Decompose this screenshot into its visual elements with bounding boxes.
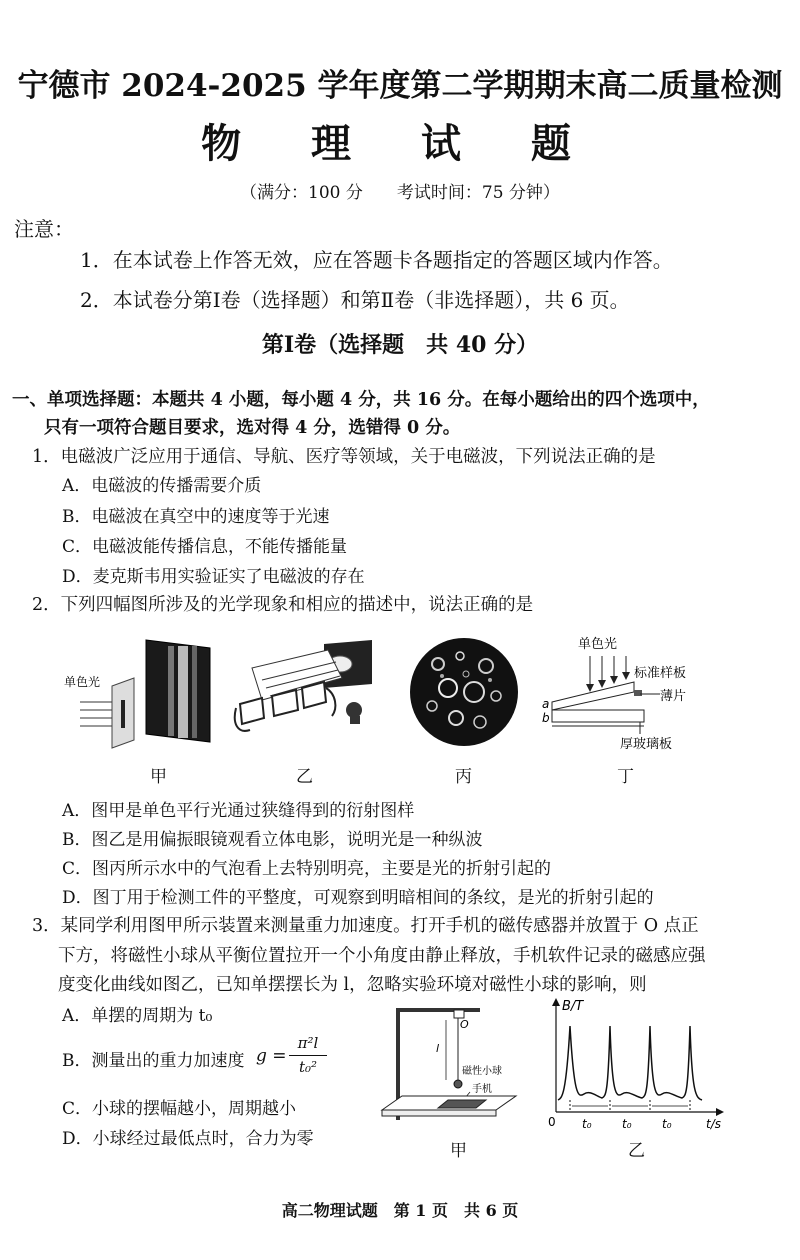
fig-label-ding: 丁 (617, 767, 634, 787)
q2-figure-bing (408, 636, 520, 748)
t0-label-1: t₀ (582, 1117, 592, 1131)
ding-b-label: b (542, 711, 550, 725)
q3-stem-line2: 下方，将磁性小球从平衡位置拉开一个小角度由静止释放，手机软件记录的磁感应强 (58, 946, 706, 966)
pivot-o-label: O (460, 1018, 469, 1031)
q3-stem-line1: 3．某同学利用图甲所示装置来测量重力加速度。打开手机的磁传感器并放置于 O 点正 (32, 916, 699, 936)
q3-figure-pendulum (376, 1000, 528, 1130)
q1-option-c: C．电磁波能传播信息，不能传播能量 (62, 537, 348, 557)
bt-ylabel: B/T (562, 999, 584, 1014)
q2-figure-jia (60, 634, 220, 749)
section-title: 第Ⅰ卷（选择题 共 40 分） (261, 332, 539, 358)
fig-label-bing: 丙 (455, 767, 472, 787)
q2-figure-ding (536, 630, 716, 754)
q2-option-d: D．图丁用于检测工件的平整度，可观察到明暗相间的条纹，是光的折射引起的 (62, 888, 654, 908)
t0-label-3: t₀ (662, 1117, 672, 1131)
fig-label-yi: 乙 (296, 767, 313, 787)
t0-label-2: t₀ (622, 1117, 632, 1131)
q3-fig-label-yi: 乙 (628, 1141, 645, 1161)
q3-fraction-bar (289, 1055, 327, 1056)
ding-sheet-label: 薄片 (660, 689, 687, 704)
q3-option-b-numerator: π²l (297, 1034, 319, 1052)
q1-option-d: D．麦克斯韦用实验证实了电磁波的存在 (62, 567, 365, 587)
q3-option-a: A．单摆的周期为 t₀ (62, 1006, 213, 1026)
ding-plate-label: 标准样板 (634, 666, 687, 681)
q3-option-b-g: g = (256, 1046, 287, 1066)
q3-figure-bt-graph (540, 996, 730, 1136)
phone-label: 手机 (472, 1084, 492, 1095)
bt-origin: 0 (548, 1115, 556, 1129)
q3-stem-line3: 度变化曲线如图乙，已知单摆摆长为 l，忽略实验环境对磁性小球的影响，则 (58, 975, 647, 995)
subject-title: 物 理 试 题 (201, 120, 599, 167)
page-footer: 高二物理试题 第 1 页 共 6 页 (281, 1201, 519, 1220)
q3-option-b-prefix: B．测量出的重力加速度 (62, 1051, 245, 1071)
q2-stem: 2．下列四幅图所涉及的光学现象和相应的描述中，说法正确的是 (32, 595, 534, 615)
part1-instructions-line1: 一、单项选择题：本题共 4 小题，每小题 4 分，共 16 分。在每小题给出的四个选项中， (12, 390, 710, 410)
q2-figure-yi (232, 638, 382, 748)
q3-option-d: D．小球经过最低点时，合力为零 (62, 1129, 314, 1149)
q1-option-b: B．电磁波在真空中的速度等于光速 (62, 507, 330, 527)
q1-option-a: A．电磁波的传播需要介质 (62, 476, 262, 496)
magnetic-ball-label: 磁性小球 (462, 1066, 502, 1077)
part1-instructions-line2: 只有一项符合题目要求，选对得 4 分，选错得 0 分。 (44, 418, 461, 438)
q2-option-b: B．图乙是用偏振眼镜观看立体电影，说明光是一种纵波 (62, 830, 483, 850)
notice-heading: 注意： (14, 217, 74, 241)
q2-option-c: C．图丙所示水中的气泡看上去特别明亮，主要是光的折射引起的 (62, 859, 552, 879)
length-l-label: l (436, 1042, 440, 1055)
q3-fig-label-jia: 甲 (450, 1141, 467, 1161)
q3-option-b-denominator: t₀² (298, 1058, 318, 1076)
exam-title: 宁德市 2024-2025 学年度第二学期期末高二质量检测 (17, 68, 783, 104)
q1-stem: 1．电磁波广泛应用于通信、导航、医疗等领域，关于电磁波，下列说法正确的是 (32, 447, 656, 467)
monochromatic-light-label: 单色光 (64, 675, 101, 689)
bt-xlabel: t/s (706, 1117, 721, 1131)
q3-option-c: C．小球的摆幅越小，周期越小 (62, 1099, 297, 1119)
exam-meta: （满分：100 分 考试时间：75 分钟） (240, 183, 560, 203)
ding-glass-label: 厚玻璃板 (620, 737, 673, 752)
q2-option-a: A．图甲是单色平行光通过狭缝得到的衍射图样 (62, 801, 415, 821)
notice-item-2: 2．本试卷分第Ⅰ卷（选择题）和第Ⅱ卷（非选择题），共 6 页。 (80, 288, 630, 312)
fig-label-jia: 甲 (150, 767, 167, 787)
ding-light-label: 单色光 (578, 637, 618, 652)
ding-a-label: a (542, 697, 550, 711)
notice-item-1: 1．在本试卷上作答无效，应在答题卡各题指定的答题区域内作答。 (80, 248, 673, 272)
